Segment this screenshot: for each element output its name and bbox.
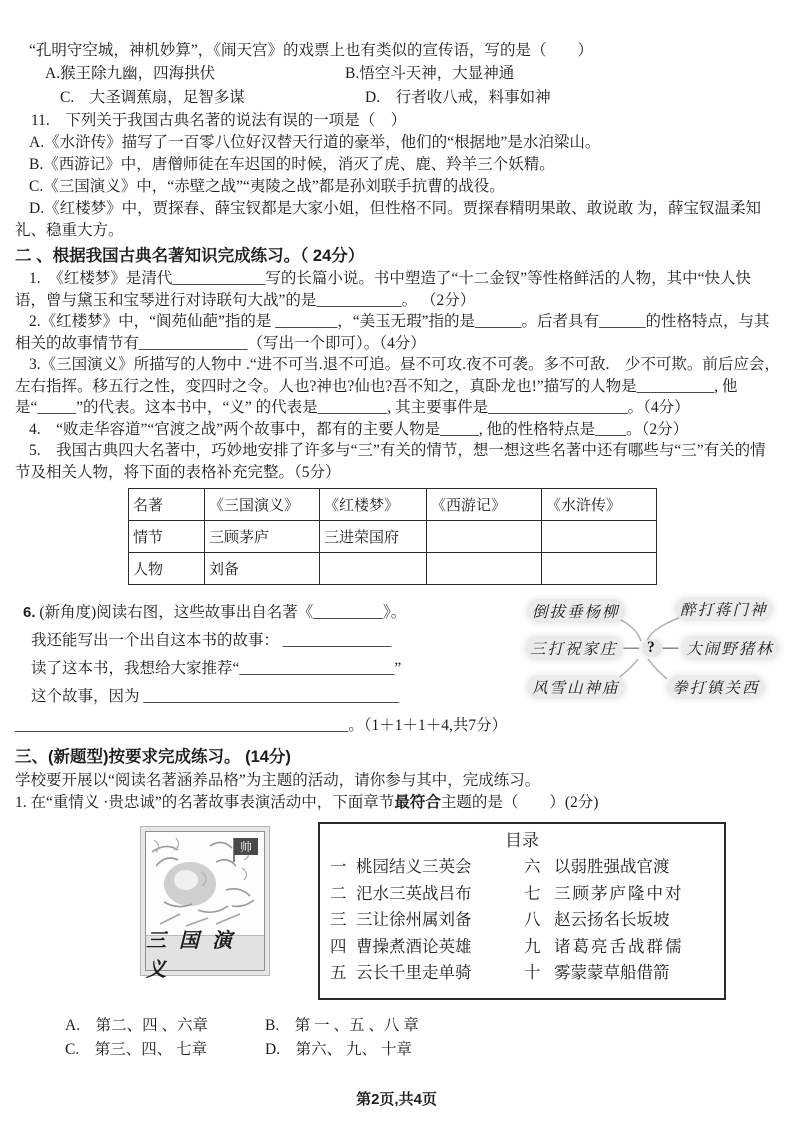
sec2-q3: 3.《三国演义》所描写的人物中 .“进不可当.退不可追。昼不可攻.夜不可袭。多不可敌. 少不可欺。前后应会，左右指挥。移五行之性，变四时之令。人也?神也?仙也?吾不知之，真卧龙也!”描写的人物是__________, 他是“_____”的代表。这本书中，“义” 的代表是_________, 其主要事件是__________________。（4分）: [15, 356, 780, 416]
toc-num: 三: [330, 910, 347, 929]
mindmap-center-question: ?: [642, 639, 662, 657]
toc-num: 四: [330, 936, 347, 956]
q11-option-d: D.《红楼梦》中，贾探春、薛宝钗都是大家小姐，但性格不同。贾探春精明果敢、敢说敢 为，薛宝钗温柔知礼、稳重大方。: [15, 200, 761, 239]
q10-option-a: A.猴王除九幽，四海拱伏: [45, 65, 216, 82]
mindmap-node-fengxue: 风雪山神庙: [527, 675, 625, 699]
sec2-q1: 1. 《红楼梦》是清代____________写的长篇小说。书中塑造了“十二金钗”等性格鲜活的人物，其中“快人快语，曾与黛玉和宝琴进行对诗联句大战”的是___________。 （2分）: [15, 270, 752, 309]
q11-option-c: C.《三国演义》中，“赤壁之战”“夷陵之战”都是孙刘联手抗曹的战役。: [29, 178, 505, 195]
mindmap-node-quanda: 拳打镇关西: [667, 675, 765, 699]
toc-grid: [330, 854, 714, 987]
mindmap-middle-row: [525, 636, 779, 660]
page-content: [15, 40, 781, 1062]
table-cell: 三顾茅庐: [205, 521, 320, 553]
table-cell-blank: [427, 521, 542, 553]
q6-line5-blank: ___________________________________________: [15, 717, 349, 734]
q6-line5-score: 。（1＋1＋1＋4,共7分）: [348, 717, 508, 734]
shuai-flag-character: 帅: [239, 840, 253, 854]
toc-num: 七: [524, 883, 541, 903]
toc-num: 一: [330, 857, 347, 876]
table-row: [129, 489, 657, 521]
q6-line3: 读了这本书，我想给大家推荐“____________________”: [31, 660, 402, 677]
toc-num: 二: [330, 883, 347, 903]
book-cover-title: 三 国 演 义: [146, 935, 264, 970]
toc-num: 十: [524, 963, 541, 982]
toc-title: 目录: [505, 831, 539, 850]
toc-entry: 汜水三英战吕布: [356, 883, 472, 903]
s3q1-bold: 最符合: [394, 794, 441, 811]
toc-num: 六: [524, 857, 541, 876]
s3q1-option-c: C. 第三、四、 七章: [65, 1041, 208, 1058]
q11-option-a: A.《水浒传》描写了一百零八位好汉替天行道的豪举，他们的“根据地”是水泊梁山。: [29, 134, 601, 151]
table-cell: 《红楼梦》: [320, 489, 427, 521]
book-cover-illustration: [146, 832, 264, 935]
toc-entry: 桃园结义三英会: [356, 857, 472, 876]
sec2-q5: 5. 我国古典四大名著中，巧妙地安排了许多与“三”有关的情节，想一想这些名著中还有哪些与“三”有关的情节及相关人物，将下面的表格补充完整。（5分）: [15, 442, 766, 481]
s3q1-option-b: B. 第 一 、五 、八 章: [265, 1017, 419, 1034]
section3-heading: 三、(新题型)按要求完成练习。 (14分): [15, 748, 291, 766]
q6-number: 6.: [23, 604, 36, 621]
water-margin-mindmap: [497, 589, 789, 719]
table-cell-blank: [542, 521, 657, 553]
mindmap-node-zuida: 醉打蒋门神: [675, 597, 773, 621]
q10-option-d: D. 行者收八戒，料事如神: [365, 89, 551, 106]
section3-q1: [15, 792, 781, 814]
q10-option-b: B.悟空斗天神，大显神通: [345, 65, 515, 82]
table-cell-blank: [320, 553, 427, 585]
table-cell: 刘备: [205, 553, 320, 585]
mindmap-node-daoba: 倒拔垂杨柳: [527, 599, 625, 623]
section2-heading: 二 、根据我国古典名著知识完成练习。（ 24分）: [15, 247, 365, 265]
table-cell: 名著: [129, 489, 205, 521]
q6-line4: 这个故事，因为 _________________________________: [31, 688, 400, 705]
toc-entry: 云长千里走单骑: [356, 963, 472, 982]
sanguo-book-cover: [140, 826, 270, 981]
q10-option-c: C. 大圣调蕉扇，足智多谋: [60, 89, 245, 106]
mindmap-dash: —: [623, 639, 642, 656]
s3q1-suffix: 主题的是（ ）(2分): [440, 794, 599, 811]
toc-num: 八: [524, 910, 541, 929]
sec2-q4: 4. “败走华容道”“官渡之战”两个故事中，都有的主要人物是_____, 他的性格特点是____。（2分）: [29, 420, 689, 438]
three-theme-table: [128, 488, 657, 585]
s3q1-option-d: D. 第六、 九、 十章: [265, 1041, 412, 1058]
toc-box: [318, 822, 726, 1000]
toc-entry: 雾蒙蒙草船借箭: [554, 963, 670, 982]
table-cell-blank: [542, 553, 657, 585]
toc-entry: 以弱胜强战官渡: [554, 857, 670, 876]
s3q1-option-a: A. 第二、四 、六章: [65, 1017, 208, 1034]
table-cell: 人物: [129, 553, 205, 585]
table-row: [129, 521, 657, 553]
table-cell: 《西游记》: [427, 489, 542, 521]
table-cell: 《三国演义》: [205, 489, 320, 521]
q11-option-b: B.《西游记》中，唐僧师徒在车迟国的时候，消灭了虎、鹿、羚羊三个妖精。: [29, 156, 555, 173]
table-cell-blank: [427, 553, 542, 585]
media-row: [15, 822, 781, 1014]
q6-line2: 我还能写出一个出自这本书的故事： ______________: [31, 632, 392, 649]
table-cell: 情节: [129, 521, 205, 553]
table-cell: 《水浒传》: [542, 489, 657, 521]
mindmap-node-sanda: 三打祝家庄: [525, 636, 623, 660]
toc-entry: 诸葛亮舌战群儒: [554, 936, 684, 956]
q10-stem: “孔明守空城，神机妙算”，《闹天宫》的戏票上也有类似的宣传语，写的是（ ）: [29, 42, 594, 59]
page-number-footer: 第2页,共4页: [356, 1091, 437, 1108]
q11-stem: 11. 下列关于我国古典名著的说法有误的一项是（ ）: [31, 112, 407, 129]
section3-intro: 学校要开展以“阅读名著涵养品格”为主题的活动，请你参与其中，完成练习。: [15, 772, 541, 789]
toc-entry: 赵云扬名长坂坡: [554, 910, 670, 929]
toc-entry: 三让徐州属刘备: [356, 910, 472, 929]
mindmap-node-danao: 大闹野猪林: [681, 636, 779, 660]
s3q1-options-row-1: [15, 1014, 781, 1038]
toc-entry: 曹操煮酒论英雄: [356, 936, 472, 956]
q6-line1: [15, 599, 495, 627]
toc-num: 九: [524, 936, 541, 956]
q6-line1-text: (新角度)阅读右图，这些故事出自名著《_________》。: [39, 604, 407, 621]
question6-block: [15, 599, 781, 711]
q10-options-row-2: [15, 86, 781, 110]
s3q1-prefix: 1. 在“重情义 ·贵忠诚”的名著故事表演活动中，下面章节: [15, 794, 395, 811]
table-cell: 三进荣国府: [320, 521, 427, 553]
book-cover-inner: [145, 831, 265, 981]
toc-num: 五: [330, 963, 347, 982]
mindmap-dash: —: [662, 639, 681, 656]
q10-options-row-1: [15, 62, 781, 86]
table-row: [129, 553, 657, 585]
sec2-q2: 2.《红楼梦》中，“阆苑仙葩”指的是 ________，“美玉无瑕”指的是______。后者具有______的性格特点，与其相关的故事情节有______________（写出一个即可）。（4分）: [15, 313, 770, 352]
question6-text: [15, 599, 495, 711]
s3q1-options-row-2: [15, 1038, 781, 1062]
toc-entry: 三顾茅庐隆中对: [554, 883, 684, 903]
